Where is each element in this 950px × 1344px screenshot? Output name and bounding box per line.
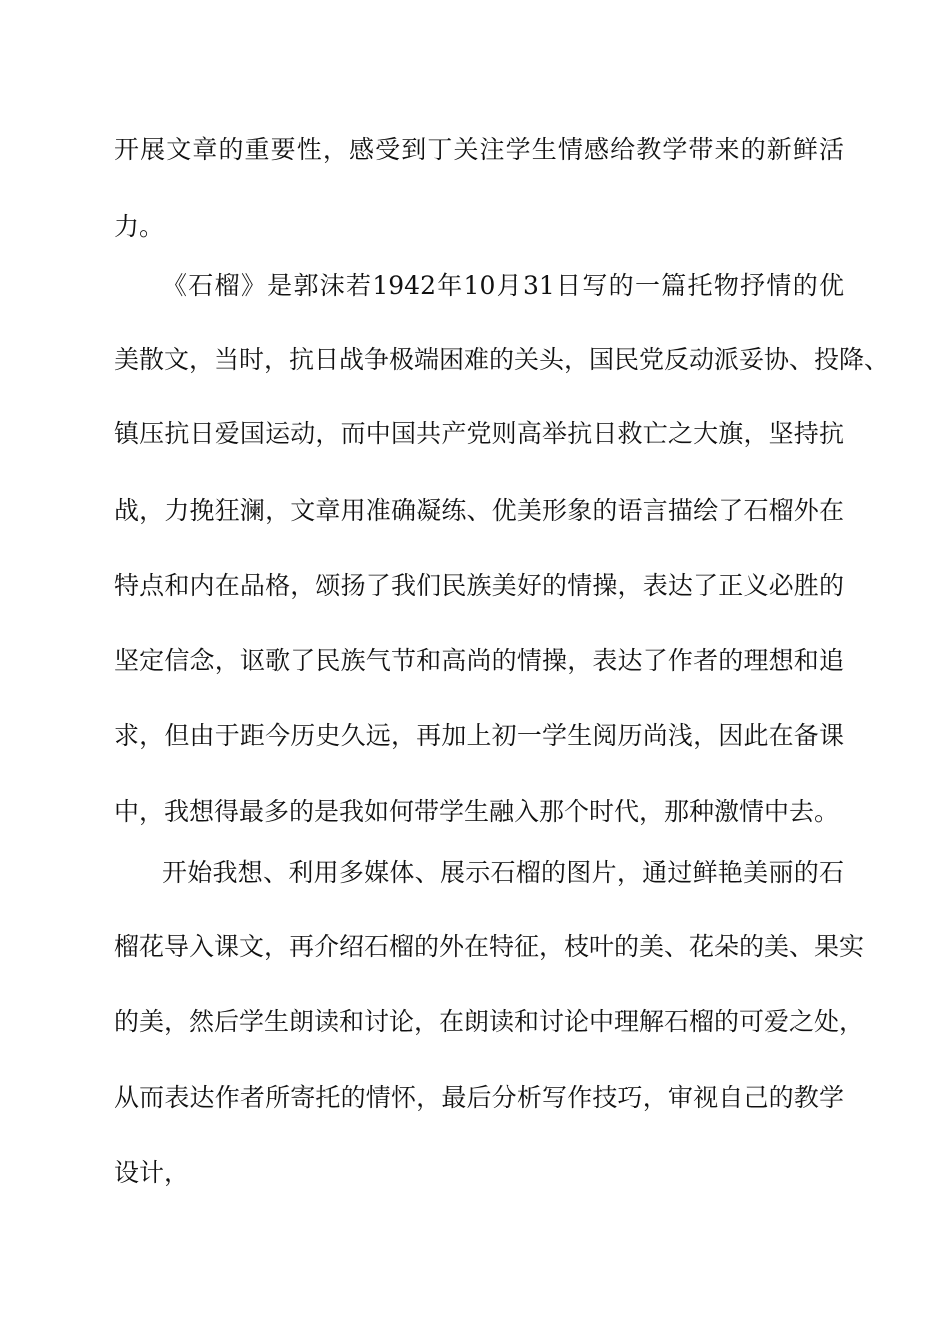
text-line: 战，力挽狂澜，文章用准确凝练、优美形象的语言描绘了石榴外在: [114, 496, 844, 525]
text-line: 榴花导入课文，再介绍石榴的外在特征，枝叶的美、花朵的美、果实: [114, 932, 865, 961]
text-line: 特点和内在品格，颂扬了我们民族美好的情操，表达了正义必胜的: [114, 571, 844, 600]
text-line: 《石榴》是郭沫若1942年10月31日写的一篇托物抒情的优: [162, 271, 844, 300]
text-line: 美散文，当时，抗日战争极端困难的关头，国民党反动派妥协、投降、: [114, 345, 890, 374]
text-line: 设计，: [114, 1158, 190, 1187]
text-line: 镇压抗日爱国运动，而中国共产党则高举抗日救亡之大旗，坚持抗: [114, 419, 844, 448]
text-line: 中，我想得最多的是我如何带学生融入那个时代，那种激情中去。: [114, 797, 840, 826]
text-line: 开展文章的重要性，感受到丁关注学生情感给教学带来的新鲜活: [114, 135, 844, 164]
text-line: 从而表达作者所寄托的情怀，最后分析写作技巧，审视自己的教学: [114, 1083, 844, 1112]
text-line: 开始我想、利用多媒体、展示石榴的图片，通过鲜艳美丽的石: [162, 858, 844, 887]
text-line: 力。: [114, 212, 165, 241]
text-line: 坚定信念，讴歌了民族气节和高尚的情操，表达了作者的理想和追: [114, 646, 844, 675]
text-line: 求，但由于距今历史久远，再加上初一学生阅历尚浅，因此在备课: [114, 721, 844, 750]
text-line: 的美，然后学生朗读和讨论，在朗读和讨论中理解石榴的可爱之处，: [114, 1007, 865, 1036]
